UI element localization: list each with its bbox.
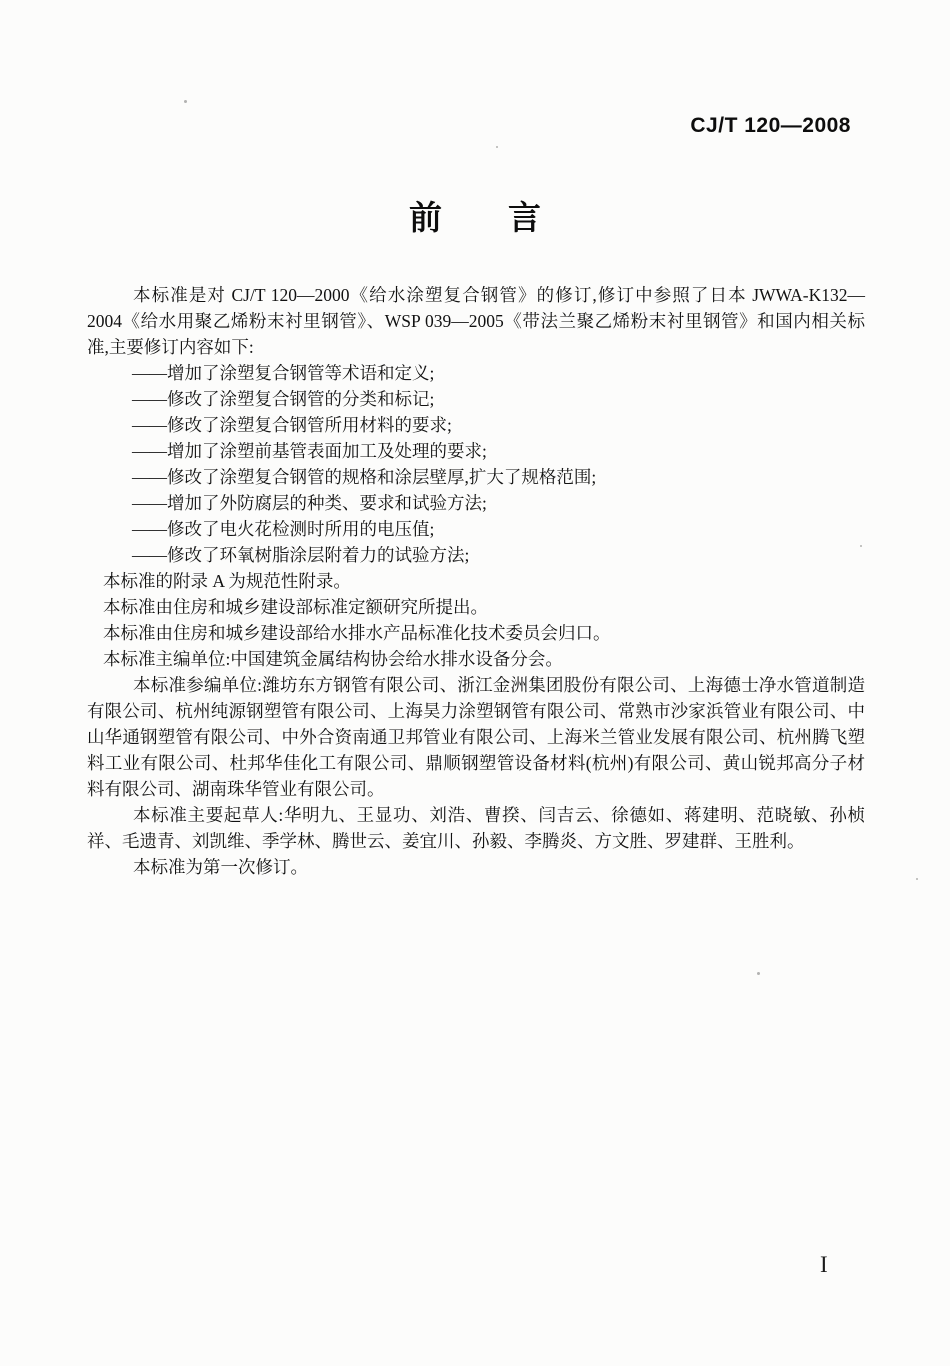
scan-speck xyxy=(916,878,918,880)
centralized-by-note: 本标准由住房和城乡建设部给水排水产品标准化技术委员会归口。 xyxy=(103,623,611,643)
drafters-paragraph: 本标准主要起草人:华明九、王显功、刘浩、曹揆、闫吉云、徐德如、蒋建明、范晓敏、孙桢祥、毛遗青、刘凯维、季学林、腾世云、姜宜川、孙毅、李腾炎、方文胜、罗建群、王胜利。 xyxy=(87,805,865,851)
scan-speck xyxy=(860,545,862,547)
closing-note: 本标准为第一次修订。 xyxy=(133,857,308,877)
proposed-by-note: 本标准由住房和城乡建设部标准定额研究所提出。 xyxy=(103,597,488,617)
intro-paragraph: 本标准是对 CJ/T 120—2000《给水涂塑复合钢管》的修订,修订中参照了日本 JWWA-K132—2004《给水用聚乙烯粉末衬里钢管》、WSP 039—2005《带法兰聚乙烯粉末衬里钢管》和国内相关标准,主要修订内容如下: xyxy=(87,285,865,357)
foreword-body xyxy=(87,282,865,880)
scan-speck xyxy=(496,146,498,148)
revision-item-3: ——修改了涂塑复合钢管所用材料的要求; xyxy=(132,415,452,435)
foreword-title: 前 言 xyxy=(409,199,541,236)
appendix-note: 本标准的附录 A 为规范性附录。 xyxy=(103,571,351,591)
revision-item-1: ——增加了涂塑复合钢管等术语和定义; xyxy=(132,363,435,383)
scan-speck xyxy=(184,100,187,103)
revision-item-5: ——修改了涂塑复合钢管的规格和涂层壁厚,扩大了规格范围; xyxy=(132,467,597,487)
page-number: I xyxy=(820,1252,828,1277)
participating-units-paragraph: 本标准参编单位:潍坊东方钢管有限公司、浙江金洲集团股份有限公司、上海德士净水管道制造有限公司、杭州纯源钢塑管有限公司、上海昊力涂塑钢管有限公司、常熟市沙家浜管业有限公司、中山华通钢塑管有限公司、中外合资南通卫邦管业有限公司、上海米兰管业发展有限公司、杭州腾飞塑料工业有限公司、杜邦华佳化工有限公司、鼎顺钢塑管设备材料(杭州)有限公司、黄山锐邦高分子材料有限公司、湖南珠华管业有限公司。 xyxy=(87,675,865,799)
revision-item-8: ——修改了环氧树脂涂层附着力的试验方法; xyxy=(132,545,470,565)
revision-item-4: ——增加了涂塑前基管表面加工及处理的要求; xyxy=(132,441,487,461)
revision-item-7: ——修改了电火花检测时所用的电压值; xyxy=(132,519,435,539)
revision-item-6: ——增加了外防腐层的种类、要求和试验方法; xyxy=(132,493,487,513)
chief-editor-unit-note: 本标准主编单位:中国建筑金属结构协会给水排水设备分会。 xyxy=(103,649,563,669)
revision-item-2: ——修改了涂塑复合钢管的分类和标记; xyxy=(132,389,435,409)
scan-speck xyxy=(757,972,760,975)
standard-code-label: CJ/T 120—2008 xyxy=(690,114,851,137)
